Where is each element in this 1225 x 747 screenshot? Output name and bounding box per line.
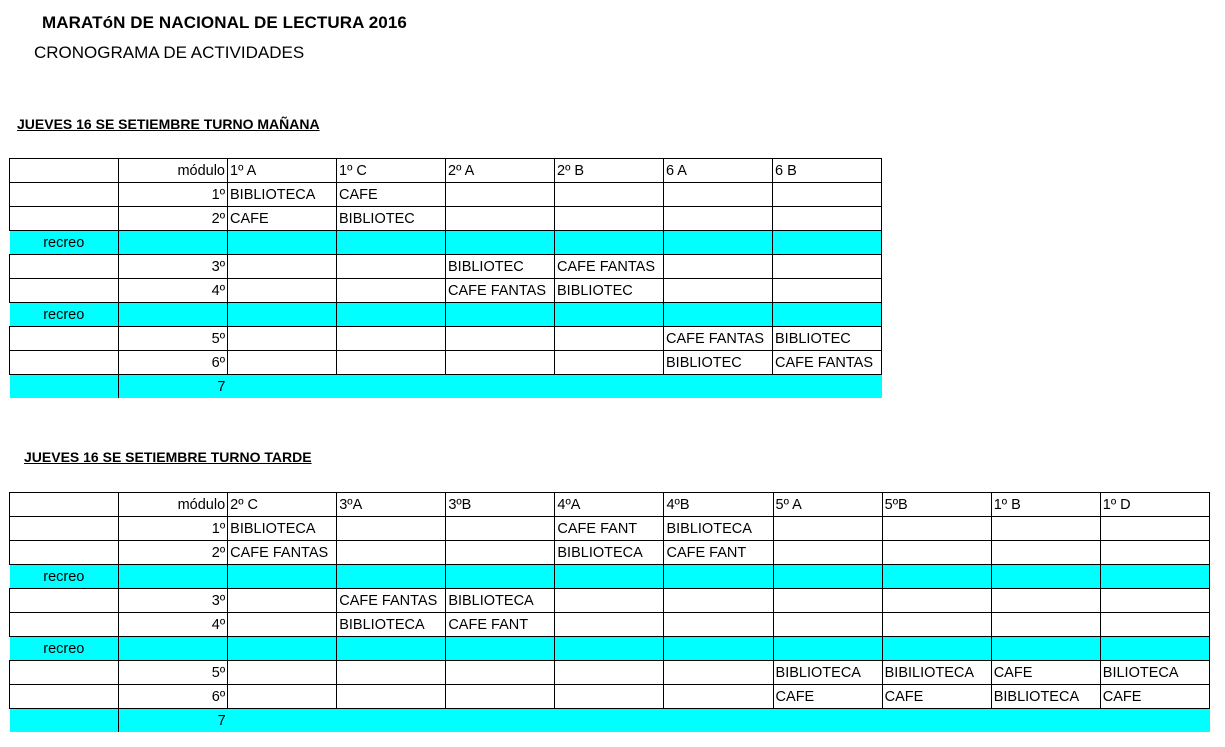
activity-cell bbox=[664, 279, 773, 303]
activity-cell bbox=[773, 183, 882, 207]
table-row bbox=[10, 517, 1210, 541]
activity-cell bbox=[1100, 517, 1209, 541]
activity-cell: CAFE FANT bbox=[555, 517, 664, 541]
activity-cell bbox=[773, 589, 882, 613]
activity-cell bbox=[882, 589, 991, 613]
activity-cell bbox=[1100, 565, 1209, 589]
activity-cell bbox=[228, 685, 337, 709]
empty-cell bbox=[1100, 709, 1209, 733]
break-row bbox=[10, 637, 1210, 661]
activity-cell bbox=[337, 255, 446, 279]
activity-cell bbox=[446, 517, 555, 541]
module-number-cell: 5º bbox=[119, 327, 228, 351]
activity-cell bbox=[337, 303, 446, 327]
empty-cell bbox=[991, 709, 1100, 733]
activity-cell bbox=[773, 613, 882, 637]
activity-cell bbox=[664, 231, 773, 255]
row-label-cell bbox=[10, 375, 119, 399]
schedule-table-tarde bbox=[9, 492, 1210, 732]
table-row bbox=[10, 183, 882, 207]
activity-cell bbox=[991, 517, 1100, 541]
activity-cell bbox=[1100, 613, 1209, 637]
section-heading-tarde: JUEVES 16 SE SETIEMBRE TURNO TARDE bbox=[24, 449, 312, 465]
activity-cell bbox=[337, 541, 446, 565]
activity-cell: CAFE FANTAS bbox=[555, 255, 664, 279]
activity-cell bbox=[664, 183, 773, 207]
row-label-cell bbox=[10, 661, 119, 685]
group-header-cell: 1º B bbox=[991, 493, 1100, 517]
row-label-cell bbox=[10, 327, 119, 351]
table-row bbox=[10, 207, 882, 231]
activity-cell bbox=[664, 661, 773, 685]
activity-cell: BILIOTECA bbox=[1100, 661, 1209, 685]
empty-cell bbox=[882, 709, 991, 733]
module-number-cell bbox=[119, 303, 228, 327]
group-header-cell: 6 B bbox=[773, 159, 882, 183]
activity-cell: BIBLIOTEC bbox=[555, 279, 664, 303]
row-label-cell bbox=[10, 517, 119, 541]
row-label-cell bbox=[10, 183, 119, 207]
module-number-cell: 1º bbox=[119, 183, 228, 207]
activity-cell bbox=[773, 517, 882, 541]
activity-cell bbox=[882, 541, 991, 565]
activity-cell bbox=[664, 637, 773, 661]
activity-cell bbox=[664, 589, 773, 613]
activity-cell: BIBLIOTECA bbox=[991, 685, 1100, 709]
activity-cell: BIBLIOTECA bbox=[228, 517, 337, 541]
group-header-cell: 1º C bbox=[337, 159, 446, 183]
activity-cell: CAFE FANT bbox=[446, 613, 555, 637]
activity-cell bbox=[555, 351, 664, 375]
activity-cell bbox=[228, 351, 337, 375]
module-header-cell: módulo bbox=[119, 493, 228, 517]
activity-cell: CAFE FANT bbox=[664, 541, 773, 565]
break-label-cell: recreo bbox=[10, 303, 119, 327]
activity-cell bbox=[555, 661, 664, 685]
table-row bbox=[10, 589, 1210, 613]
activity-cell bbox=[773, 279, 882, 303]
activity-cell bbox=[446, 661, 555, 685]
last-module-row bbox=[10, 375, 882, 399]
activity-cell bbox=[555, 637, 664, 661]
activity-cell bbox=[446, 685, 555, 709]
row-label-cell bbox=[10, 279, 119, 303]
group-header-cell: 6 A bbox=[664, 159, 773, 183]
activity-cell bbox=[991, 589, 1100, 613]
activity-cell bbox=[664, 565, 773, 589]
schedule-table-manana bbox=[9, 158, 882, 398]
activity-cell: CAFE FANTAS bbox=[773, 351, 882, 375]
activity-cell bbox=[337, 637, 446, 661]
break-label-cell: recreo bbox=[10, 565, 119, 589]
empty-cell bbox=[664, 709, 773, 733]
group-header-cell: 4ºA bbox=[555, 493, 664, 517]
activity-cell: BIBLIOTECA bbox=[555, 541, 664, 565]
module-number-cell: 7 bbox=[119, 709, 228, 733]
empty-cell bbox=[337, 709, 446, 733]
activity-cell bbox=[446, 207, 555, 231]
activity-cell bbox=[664, 255, 773, 279]
activity-cell: CAFE FANTAS bbox=[446, 279, 555, 303]
module-number-cell bbox=[119, 637, 228, 661]
activity-cell bbox=[555, 231, 664, 255]
activity-cell: BIBLIOTECA bbox=[446, 589, 555, 613]
row-label-cell bbox=[10, 351, 119, 375]
activity-cell bbox=[773, 541, 882, 565]
row-label-cell bbox=[10, 493, 119, 517]
activity-cell bbox=[991, 637, 1100, 661]
activity-cell bbox=[555, 303, 664, 327]
activity-cell: BIBLIOTEC bbox=[773, 327, 882, 351]
activity-cell bbox=[882, 637, 991, 661]
activity-cell: BIBILIOTECA bbox=[882, 661, 991, 685]
group-header-cell: 2º C bbox=[228, 493, 337, 517]
module-number-cell: 6º bbox=[119, 351, 228, 375]
row-label-cell bbox=[10, 613, 119, 637]
activity-cell: BIBLIOTECA bbox=[337, 613, 446, 637]
table-row bbox=[10, 327, 882, 351]
activity-cell bbox=[337, 565, 446, 589]
activity-cell bbox=[446, 183, 555, 207]
activity-cell bbox=[446, 303, 555, 327]
activity-cell bbox=[991, 565, 1100, 589]
activity-cell: CAFE bbox=[337, 183, 446, 207]
activity-cell bbox=[337, 661, 446, 685]
break-row bbox=[10, 303, 882, 327]
activity-cell bbox=[664, 207, 773, 231]
activity-cell bbox=[882, 565, 991, 589]
activity-cell bbox=[1100, 637, 1209, 661]
empty-cell bbox=[773, 375, 882, 399]
empty-cell bbox=[555, 375, 664, 399]
module-number-cell: 4º bbox=[119, 613, 228, 637]
table-row bbox=[10, 613, 1210, 637]
section-heading-manana: JUEVES 16 SE SETIEMBRE TURNO MAÑANA bbox=[17, 116, 320, 132]
empty-cell bbox=[664, 375, 773, 399]
break-row bbox=[10, 231, 882, 255]
activity-cell bbox=[446, 637, 555, 661]
activity-cell bbox=[991, 613, 1100, 637]
group-header-cell: 5ºB bbox=[882, 493, 991, 517]
activity-cell: BIBLIOTECA bbox=[773, 661, 882, 685]
activity-cell bbox=[773, 637, 882, 661]
activity-cell bbox=[555, 183, 664, 207]
module-number-cell: 5º bbox=[119, 661, 228, 685]
activity-cell bbox=[228, 589, 337, 613]
activity-cell: BIBLIOTECA bbox=[664, 517, 773, 541]
activity-cell bbox=[446, 565, 555, 589]
table-row bbox=[10, 255, 882, 279]
table-row bbox=[10, 351, 882, 375]
activity-cell bbox=[773, 565, 882, 589]
page-title: MARATóN DE NACIONAL DE LECTURA 2016 bbox=[42, 13, 407, 32]
table-header-row bbox=[10, 159, 882, 183]
empty-cell bbox=[446, 709, 555, 733]
activity-cell bbox=[773, 207, 882, 231]
table-header-row bbox=[10, 493, 1210, 517]
break-row bbox=[10, 565, 1210, 589]
activity-cell: CAFE FANTAS bbox=[337, 589, 446, 613]
row-label-cell bbox=[10, 709, 119, 733]
row-label-cell bbox=[10, 541, 119, 565]
table-row bbox=[10, 685, 1210, 709]
activity-cell bbox=[228, 327, 337, 351]
activity-cell bbox=[228, 613, 337, 637]
activity-cell bbox=[555, 685, 664, 709]
row-label-cell bbox=[10, 255, 119, 279]
row-label-cell bbox=[10, 159, 119, 183]
empty-cell bbox=[446, 375, 555, 399]
activity-cell bbox=[337, 517, 446, 541]
group-header-cell: 3ºB bbox=[446, 493, 555, 517]
module-header-cell: módulo bbox=[119, 159, 228, 183]
activity-cell bbox=[664, 303, 773, 327]
activity-cell bbox=[337, 327, 446, 351]
activity-cell bbox=[991, 541, 1100, 565]
module-number-cell: 2º bbox=[119, 541, 228, 565]
activity-cell bbox=[773, 303, 882, 327]
page-subtitle: CRONOGRAMA DE ACTIVIDADES bbox=[34, 43, 305, 62]
activity-cell bbox=[337, 685, 446, 709]
activity-cell bbox=[337, 279, 446, 303]
row-label-cell bbox=[10, 589, 119, 613]
break-label-cell: recreo bbox=[10, 231, 119, 255]
module-number-cell: 6º bbox=[119, 685, 228, 709]
activity-cell bbox=[228, 255, 337, 279]
activity-cell bbox=[446, 541, 555, 565]
activity-cell: CAFE bbox=[882, 685, 991, 709]
activity-cell bbox=[555, 327, 664, 351]
activity-cell: BIBLIOTEC bbox=[446, 255, 555, 279]
activity-cell bbox=[555, 565, 664, 589]
activity-cell bbox=[337, 231, 446, 255]
module-number-cell bbox=[119, 231, 228, 255]
activity-cell bbox=[664, 685, 773, 709]
activity-cell: CAFE FANTAS bbox=[228, 541, 337, 565]
activity-cell bbox=[1100, 541, 1209, 565]
activity-cell bbox=[337, 351, 446, 375]
table-row bbox=[10, 661, 1210, 685]
activity-cell bbox=[228, 661, 337, 685]
module-number-cell: 3º bbox=[119, 255, 228, 279]
row-label-cell bbox=[10, 685, 119, 709]
activity-cell bbox=[664, 613, 773, 637]
activity-cell bbox=[446, 231, 555, 255]
empty-cell bbox=[337, 375, 446, 399]
module-number-cell: 4º bbox=[119, 279, 228, 303]
group-header-cell: 1º A bbox=[228, 159, 337, 183]
empty-cell bbox=[555, 709, 664, 733]
activity-cell bbox=[228, 637, 337, 661]
activity-cell bbox=[446, 351, 555, 375]
activity-cell bbox=[228, 231, 337, 255]
empty-cell bbox=[228, 375, 337, 399]
group-header-cell: 2º A bbox=[446, 159, 555, 183]
group-header-cell: 3ºA bbox=[337, 493, 446, 517]
activity-cell: CAFE FANTAS bbox=[664, 327, 773, 351]
group-header-cell: 1º D bbox=[1100, 493, 1209, 517]
activity-cell bbox=[228, 565, 337, 589]
module-number-cell: 7 bbox=[119, 375, 228, 399]
group-header-cell: 5º A bbox=[773, 493, 882, 517]
group-header-cell: 4ºB bbox=[664, 493, 773, 517]
activity-cell bbox=[555, 589, 664, 613]
module-number-cell bbox=[119, 565, 228, 589]
activity-cell: CAFE bbox=[228, 207, 337, 231]
activity-cell bbox=[882, 613, 991, 637]
activity-cell bbox=[228, 303, 337, 327]
activity-cell bbox=[1100, 589, 1209, 613]
activity-cell: BIBLIOTEC bbox=[337, 207, 446, 231]
activity-cell: BIBLIOTECA bbox=[228, 183, 337, 207]
activity-cell: CAFE bbox=[991, 661, 1100, 685]
activity-cell bbox=[446, 327, 555, 351]
activity-cell bbox=[773, 231, 882, 255]
activity-cell bbox=[555, 613, 664, 637]
table-row bbox=[10, 541, 1210, 565]
module-number-cell: 3º bbox=[119, 589, 228, 613]
row-label-cell bbox=[10, 207, 119, 231]
last-module-row bbox=[10, 709, 1210, 733]
activity-cell bbox=[228, 279, 337, 303]
table-row bbox=[10, 279, 882, 303]
activity-cell bbox=[555, 207, 664, 231]
empty-cell bbox=[773, 709, 882, 733]
activity-cell: BIBLIOTEC bbox=[664, 351, 773, 375]
activity-cell: CAFE bbox=[773, 685, 882, 709]
module-number-cell: 1º bbox=[119, 517, 228, 541]
group-header-cell: 2º B bbox=[555, 159, 664, 183]
empty-cell bbox=[228, 709, 337, 733]
activity-cell bbox=[882, 517, 991, 541]
activity-cell: CAFE bbox=[1100, 685, 1209, 709]
module-number-cell: 2º bbox=[119, 207, 228, 231]
activity-cell bbox=[773, 255, 882, 279]
break-label-cell: recreo bbox=[10, 637, 119, 661]
